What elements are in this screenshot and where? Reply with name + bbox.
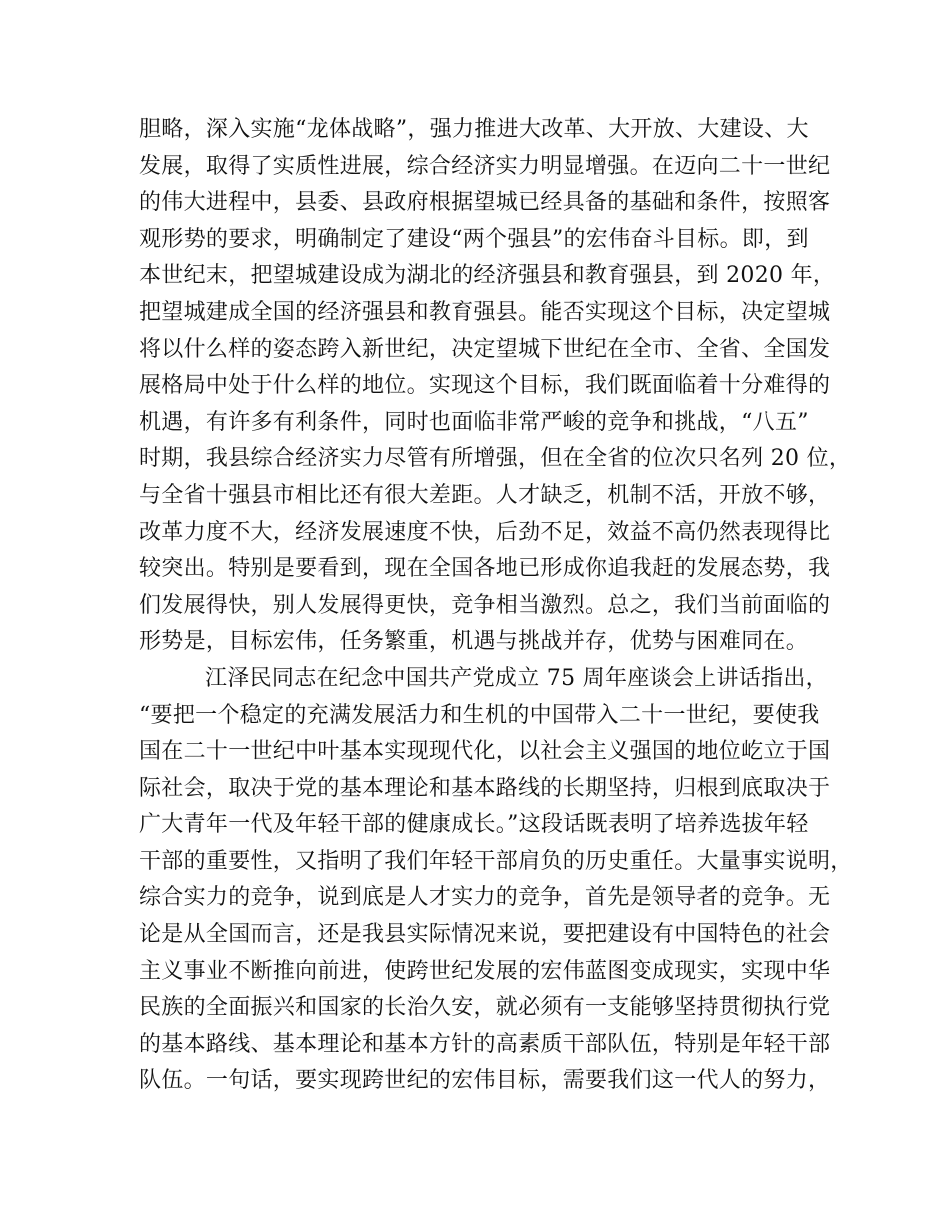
text-line: 主义事业不断推向前进，使跨世纪发展的宏伟蓝图变成现实，实现中华 bbox=[139, 958, 831, 984]
text-line: 广大青年一代及年轻干部的健康成长。”这段话既表明了培养选拔年轻 bbox=[139, 812, 809, 838]
text-line: 的伟大进程中，县委、县政府根据望城已经具备的基础和条件，按照客 bbox=[139, 190, 831, 216]
text-line: 机遇，有许多有利条件，同时也面临非常严峻的竞争和挑战，“八五” bbox=[139, 409, 809, 435]
body-text bbox=[139, 112, 853, 1100]
text-line: 将以什么样的姿态跨入新世纪，决定望城下世纪在全市、全省、全国发 bbox=[139, 336, 831, 362]
text-line: 把望城建成全国的经济强县和教育强县。能否实现这个目标，决定望城 bbox=[139, 299, 831, 325]
text-line: 发展，取得了实质性进展，综合经济实力明显增强。在迈向二十一世纪 bbox=[139, 153, 831, 179]
text-line: 队伍。一句话，要实现跨世纪的宏伟目标，需要我们这一代人的努力， bbox=[139, 1068, 831, 1094]
text-line: 论是从全国而言，还是我县实际情况来说，要把建设有中国特色的社会 bbox=[139, 922, 831, 948]
text-line: 展格局中处于什么样的地位。实现这个目标，我们既面临着十分难得的 bbox=[139, 373, 831, 399]
text-line: 时期，我县综合经济实力尽管有所增强，但在全省的位次只名列 20 位， bbox=[139, 446, 852, 472]
text-line: 民族的全面振兴和国家的长治久安，就必须有一支能够坚持贯彻执行党 bbox=[139, 995, 831, 1021]
text-line: 综合实力的竞争，说到底是人才实力的竞争，首先是领导者的竞争。无 bbox=[139, 885, 831, 911]
text-line: “要把一个稳定的充满发展活力和生机的中国带入二十一世纪，要使我 bbox=[139, 702, 820, 728]
text-line: 改革力度不大，经济发展速度不快，后劲不足，效益不高仍然表现得比 bbox=[139, 519, 831, 545]
text-line: 干部的重要性，又指明了我们年轻干部肩负的历史重任。大量事实说明， bbox=[139, 848, 853, 874]
text-line: 们发展得快，别人发展得更快，竞争相当激烈。总之，我们当前面临的 bbox=[139, 592, 831, 618]
text-line: 际社会，取决于党的基本理论和基本路线的长期坚持，归根到底取决于 bbox=[139, 775, 831, 801]
text-line: 形势是，目标宏伟，任务繁重，机遇与挑战并存，优势与困难同在。 bbox=[139, 629, 809, 655]
text-line: 本世纪末，把望城建设成为湖北的经济强县和教育强县，到 2020 年， bbox=[139, 263, 836, 289]
text-line: 国在二十一世纪中叶基本实现现代化，以社会主义强国的地位屹立于国 bbox=[139, 739, 831, 765]
text-line: 与全省十强县市相比还有很大差距。人才缺乏，机制不活，开放不够， bbox=[139, 482, 831, 508]
text-line: 胆略，深入实施“龙体战略”，强力推进大改革、大开放、大建设、大 bbox=[139, 117, 809, 142]
text-line: 较突出。特别是要看到，现在全国各地已形成你追我赶的发展态势，我 bbox=[139, 556, 831, 582]
text-line: 观形势的要求，明确制定了建设“两个强县”的宏伟奋斗目标。即，到 bbox=[139, 226, 809, 252]
text-line: 的基本路线、基本理论和基本方针的高素质干部队伍，特别是年轻干部 bbox=[139, 1031, 831, 1057]
paragraph-start-line: 江泽民同志在纪念中国共产党成立 75 周年座谈会上讲话指出， bbox=[205, 665, 828, 691]
